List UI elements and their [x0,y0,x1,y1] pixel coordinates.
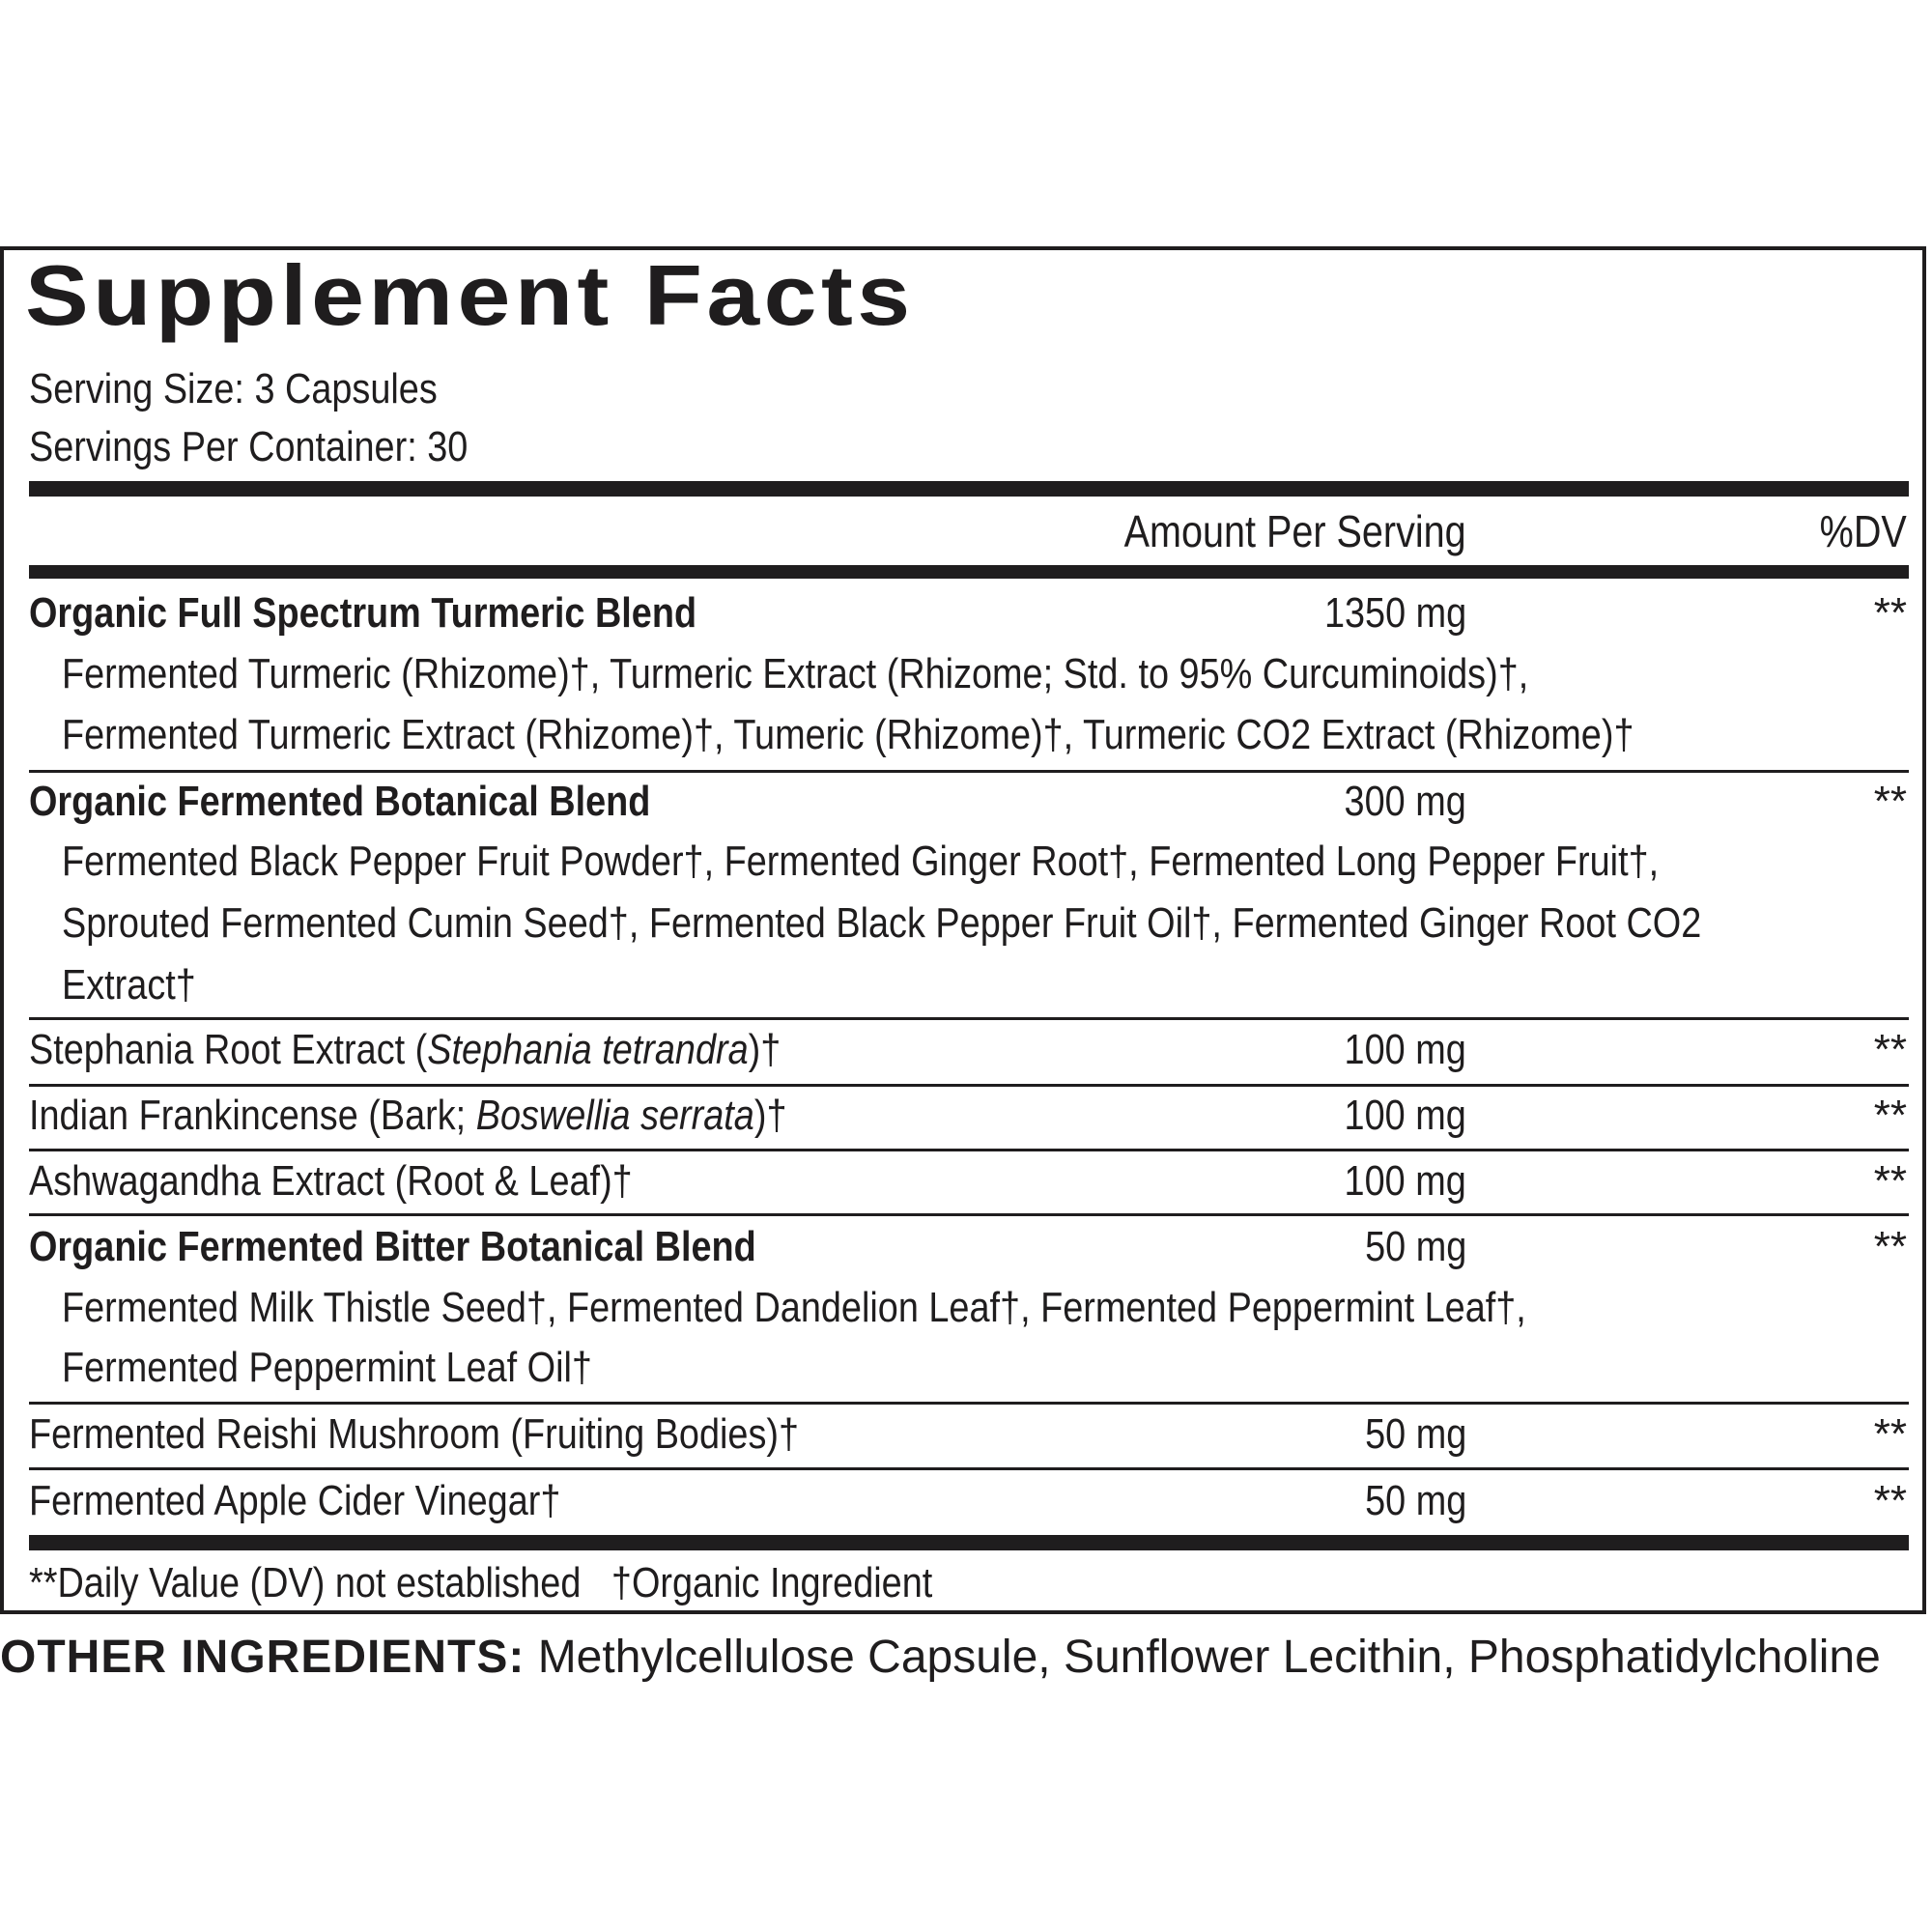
row-name: Organic Fermented Botanical Blend [29,778,651,825]
row-dv: ** [1873,1410,1907,1458]
row-name: Stephania Root Extract (Stephania tetrandra)† [29,1026,781,1073]
row-amount: 50 mg [1364,1477,1466,1524]
row-name: Ashwagandha Extract (Root & Leaf)† [29,1157,633,1205]
other-ingredients: OTHER INGREDIENTS: Methylcellulose Capsule, Sunflower Lecithin, Phosphatidylcholine [0,1632,1881,1683]
row-amount: 50 mg [1364,1410,1466,1458]
row-divider [29,1084,1909,1087]
amount-per-serving-header: Amount Per Serving [1123,506,1466,556]
row-divider [29,1017,1909,1020]
row-name: Indian Frankincense (Bark; Boswellia serrata)† [29,1092,787,1139]
serving-size: Serving Size: 3 Capsules [29,365,438,412]
row-sub-line: Fermented Milk Thistle Seed†, Fermented Dandelion Leaf†, Fermented Peppermint Leaf†, [62,1284,1526,1331]
header-divider [29,565,1909,579]
row-amount: 100 mg [1344,1157,1466,1205]
row-divider [29,1467,1909,1470]
row-amount: 50 mg [1364,1223,1466,1270]
row-sub-line: Sprouted Fermented Cumin Seed†, Fermented Black Pepper Fruit Oil†, Fermented Ginger Root CO2 [62,899,1702,947]
row-divider [29,770,1909,773]
panel-title: Supplement Facts [25,247,915,343]
row-dv: ** [1873,1477,1907,1524]
row-sub-line: Extract† [62,961,196,1009]
row-name: Organic Full Spectrum Turmeric Blend [29,589,697,637]
row-sub-line: Fermented Turmeric Extract (Rhizome)†, Tumeric (Rhizome)†, Turmeric CO2 Extract (Rhizome)† [62,711,1634,758]
row-dv: ** [1873,1026,1907,1073]
thick-divider [29,481,1909,497]
row-amount: 100 mg [1344,1092,1466,1139]
row-amount: 1350 mg [1323,589,1466,637]
row-divider [29,1402,1909,1405]
row-name: Fermented Apple Cider Vinegar† [29,1477,561,1524]
row-sub-line: Fermented Black Pepper Fruit Powder†, Fermented Ginger Root†, Fermented Long Pepper Fruit†, [62,838,1660,885]
row-name: Fermented Reishi Mushroom (Fruiting Bodies)† [29,1410,800,1458]
dv-header: %DV [1819,506,1907,556]
row-divider [29,1149,1909,1151]
row-dv: ** [1873,1157,1907,1205]
row-dv: ** [1873,1223,1907,1270]
row-dv: ** [1873,778,1907,825]
bottom-thick-divider [29,1535,1909,1550]
row-dv: ** [1873,589,1907,637]
row-name: Organic Fermented Bitter Botanical Blend [29,1223,756,1270]
row-dv: ** [1873,1092,1907,1139]
row-sub-line: Fermented Turmeric (Rhizome)†, Turmeric Extract (Rhizome; Std. to 95% Curcuminoids)†, [62,650,1529,697]
servings-per-container: Servings Per Container: 30 [29,423,469,470]
row-amount: 300 mg [1344,778,1466,825]
row-divider [29,1213,1909,1216]
row-amount: 100 mg [1344,1026,1466,1073]
row-sub-line: Fermented Peppermint Leaf Oil† [62,1344,592,1391]
footnote: **Daily Value (DV) not established †Organic Ingredient [29,1559,933,1606]
